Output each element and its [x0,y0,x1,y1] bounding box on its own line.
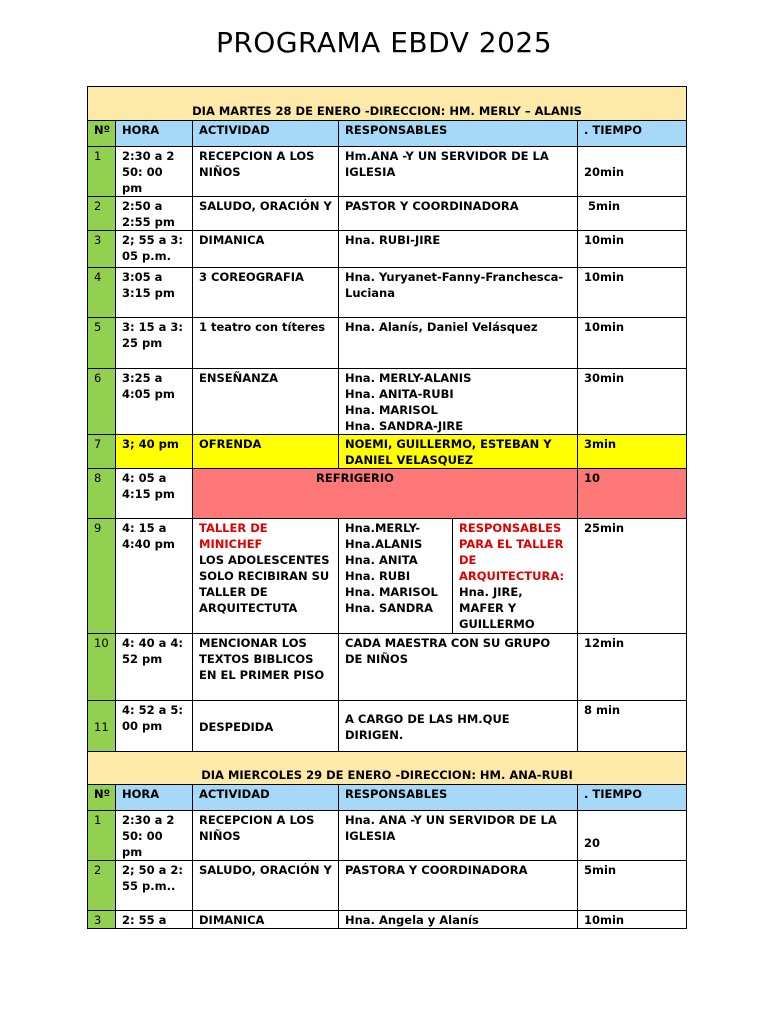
row-hora: 3:05 a 3:15 pm [116,268,193,318]
row-tiempo: 10min [578,268,687,318]
row-hora: 2:30 a 2 50: 00 pm [116,147,193,197]
taller-arquitectura-label: RESPONSABLES PARA EL TALLER DE ARQUITECTURA: [459,521,565,583]
row-num: 10 [88,634,116,701]
row-responsables: A CARGO DE LAS HM.QUE DIRIGEN. [339,701,578,752]
adolescentes-note: LOS ADOLESCENTES SOLO RECIBIRAN SU TALLER DE ARQUITECTUTA [199,553,330,615]
table-row [88,861,687,911]
row-actividad [193,519,339,634]
row-hora: 3: 15 a 3: 25 pm [116,318,193,369]
row-num: 5 [88,318,116,369]
taller-minichef-label: TALLER DE MINICHEF [199,521,268,551]
header-tiempo: . TIEMPO [578,121,687,147]
responsable-line: Hna.ALANIS [345,537,423,551]
row-actividad: DIMANICA [193,911,339,929]
row-responsables-taller [453,519,578,634]
day2-heading: DIA MIERCOLES 29 DE ENERO -DIRECCION: HM. ANA-RUBI [88,752,687,785]
row-hora: 4: 40 a 4: 52 pm [116,634,193,701]
row-num: 8 [88,469,116,519]
header-actividad: ACTIVIDAD [193,785,339,811]
row-tiempo: 20min [578,147,687,197]
row-actividad: MENCIONAR LOS TEXTOS BIBLICOS EN EL PRIMER PISO [193,634,339,701]
header-responsables: RESPONSABLES [339,121,578,147]
row-tiempo: 10 [578,469,687,519]
row-responsables: Hm.ANA -Y UN SERVIDOR DE LA IGLESIA [339,147,578,197]
row-hora: 2:30 a 2 50: 00 pm [116,811,193,861]
table-row [88,147,687,197]
row-hora: 3:25 a 4:05 pm [116,369,193,435]
taller-arquitectura-names: Hna. JIRE, MAFER Y GUILLERMO [459,585,535,631]
row-actividad: RECEPCION A LOS NIÑOS [193,147,339,197]
row-tiempo: 3min [578,435,687,469]
row-responsables: Hna. ANA -Y UN SERVIDOR DE LA IGLESIA [339,811,578,861]
row-num: 6 [88,369,116,435]
row-responsables: CADA MAESTRA CON SU GRUPO DE NIÑOS [339,634,578,701]
row-responsables: Hna. Alanís, Daniel Velásquez [339,318,578,369]
row-actividad: DESPEDIDA [193,701,339,752]
refrigerio-cell: REFRIGERIO [193,469,578,519]
table-row [88,197,687,231]
row-num: 11 [88,701,116,752]
table-row [88,911,687,929]
row-tiempo: 10min [578,231,687,268]
day2-column-headers [88,785,687,811]
row-responsables [339,519,453,634]
table-row [88,231,687,268]
row-hora: 2; 55 a 3: 05 p.m. [116,231,193,268]
table-row [88,519,687,634]
table-row [88,268,687,318]
table-row [88,369,687,435]
responsable-line: Hna. MARISOL [345,403,438,417]
day2-heading-row [88,752,687,785]
responsable-line: Hna. ANITA [345,553,418,567]
row-tiempo: 10min [578,911,687,929]
row-actividad: SALUDO, ORACIÓN Y [193,861,339,911]
row-actividad: ENSEÑANZA [193,369,339,435]
row-hora: 4: 52 a 5: 00 pm [116,701,193,752]
table-row [88,469,687,519]
responsable-line: Hna. ANITA-RUBI [345,387,454,401]
row-hora: 2; 50 a 2: 55 p.m.. [116,861,193,911]
row-num: 1 [88,147,116,197]
responsable-line: Hna. SANDRA [345,601,434,615]
program-table [87,86,687,929]
header-num: Nº [88,121,116,147]
row-tiempo: 20 [578,811,687,861]
row-num: 7 [88,435,116,469]
row-hora: 2: 55 a [116,911,193,929]
row-tiempo: 5min [578,861,687,911]
row-actividad: RECEPCION A LOS NIÑOS [193,811,339,861]
row-num: 3 [88,231,116,268]
header-num: Nº [88,785,116,811]
row-tiempo: 10min [578,318,687,369]
row-tiempo: 5min [578,197,687,231]
table-row [88,318,687,369]
header-actividad: ACTIVIDAD [193,121,339,147]
row-responsables: PASTOR Y COORDINADORA [339,197,578,231]
row-tiempo: 12min [578,634,687,701]
row-num: 2 [88,197,116,231]
row-num: 1 [88,811,116,861]
row-num: 4 [88,268,116,318]
row-hora: 4: 15 a 4:40 pm [116,519,193,634]
row-actividad: OFRENDA [193,435,339,469]
table-row [88,811,687,861]
row-num: 9 [88,519,116,634]
header-responsables: RESPONSABLES [339,785,578,811]
row-actividad: SALUDO, ORACIÓN Y [193,197,339,231]
row-responsables: PASTORA Y COORDINADORA [339,861,578,911]
row-tiempo: 8 min [578,701,687,752]
responsable-line: Hna. SANDRA-JIRE [345,419,464,433]
row-actividad: DIMANICA [193,231,339,268]
row-hora: 2:50 a 2:55 pm [116,197,193,231]
responsable-line: Hna. MARISOL [345,585,438,599]
row-hora: 4: 05 a 4:15 pm [116,469,193,519]
row-tiempo: 30min [578,369,687,435]
table-row [88,435,687,469]
table-row [88,701,687,752]
row-responsables: NOEMI, GUILLERMO, ESTEBAN Y DANIEL VELASQUEZ [339,435,578,469]
day1-heading-row [88,87,687,121]
row-num: 3 [88,911,116,929]
row-responsables: Hna. RUBI-JIRE [339,231,578,268]
responsable-line: Hna.MERLY- [345,521,421,535]
day1-heading: DIA MARTES 28 DE ENERO -DIRECCION: HM. MERLY – ALANIS [88,87,687,121]
page-title: PROGRAMA EBDV 2025 [215,26,553,59]
table-row [88,634,687,701]
row-actividad: 3 COREOGRAFIA [193,268,339,318]
row-responsables [339,369,578,435]
row-responsables: Hna. Angela y Alanís [339,911,578,929]
header-tiempo: . TIEMPO [578,785,687,811]
row-hora: 3; 40 pm [116,435,193,469]
header-hora: HORA [116,121,193,147]
row-responsables: Hna. Yuryanet-Fanny-Franchesca-Luciana [339,268,578,318]
row-tiempo: 25min [578,519,687,634]
day1-column-headers [88,121,687,147]
header-hora: HORA [116,785,193,811]
row-actividad: 1 teatro con títeres [193,318,339,369]
responsable-line: Hna. RUBI [345,569,411,583]
row-num: 2 [88,861,116,911]
responsable-line: Hna. MERLY-ALANIS [345,371,472,385]
